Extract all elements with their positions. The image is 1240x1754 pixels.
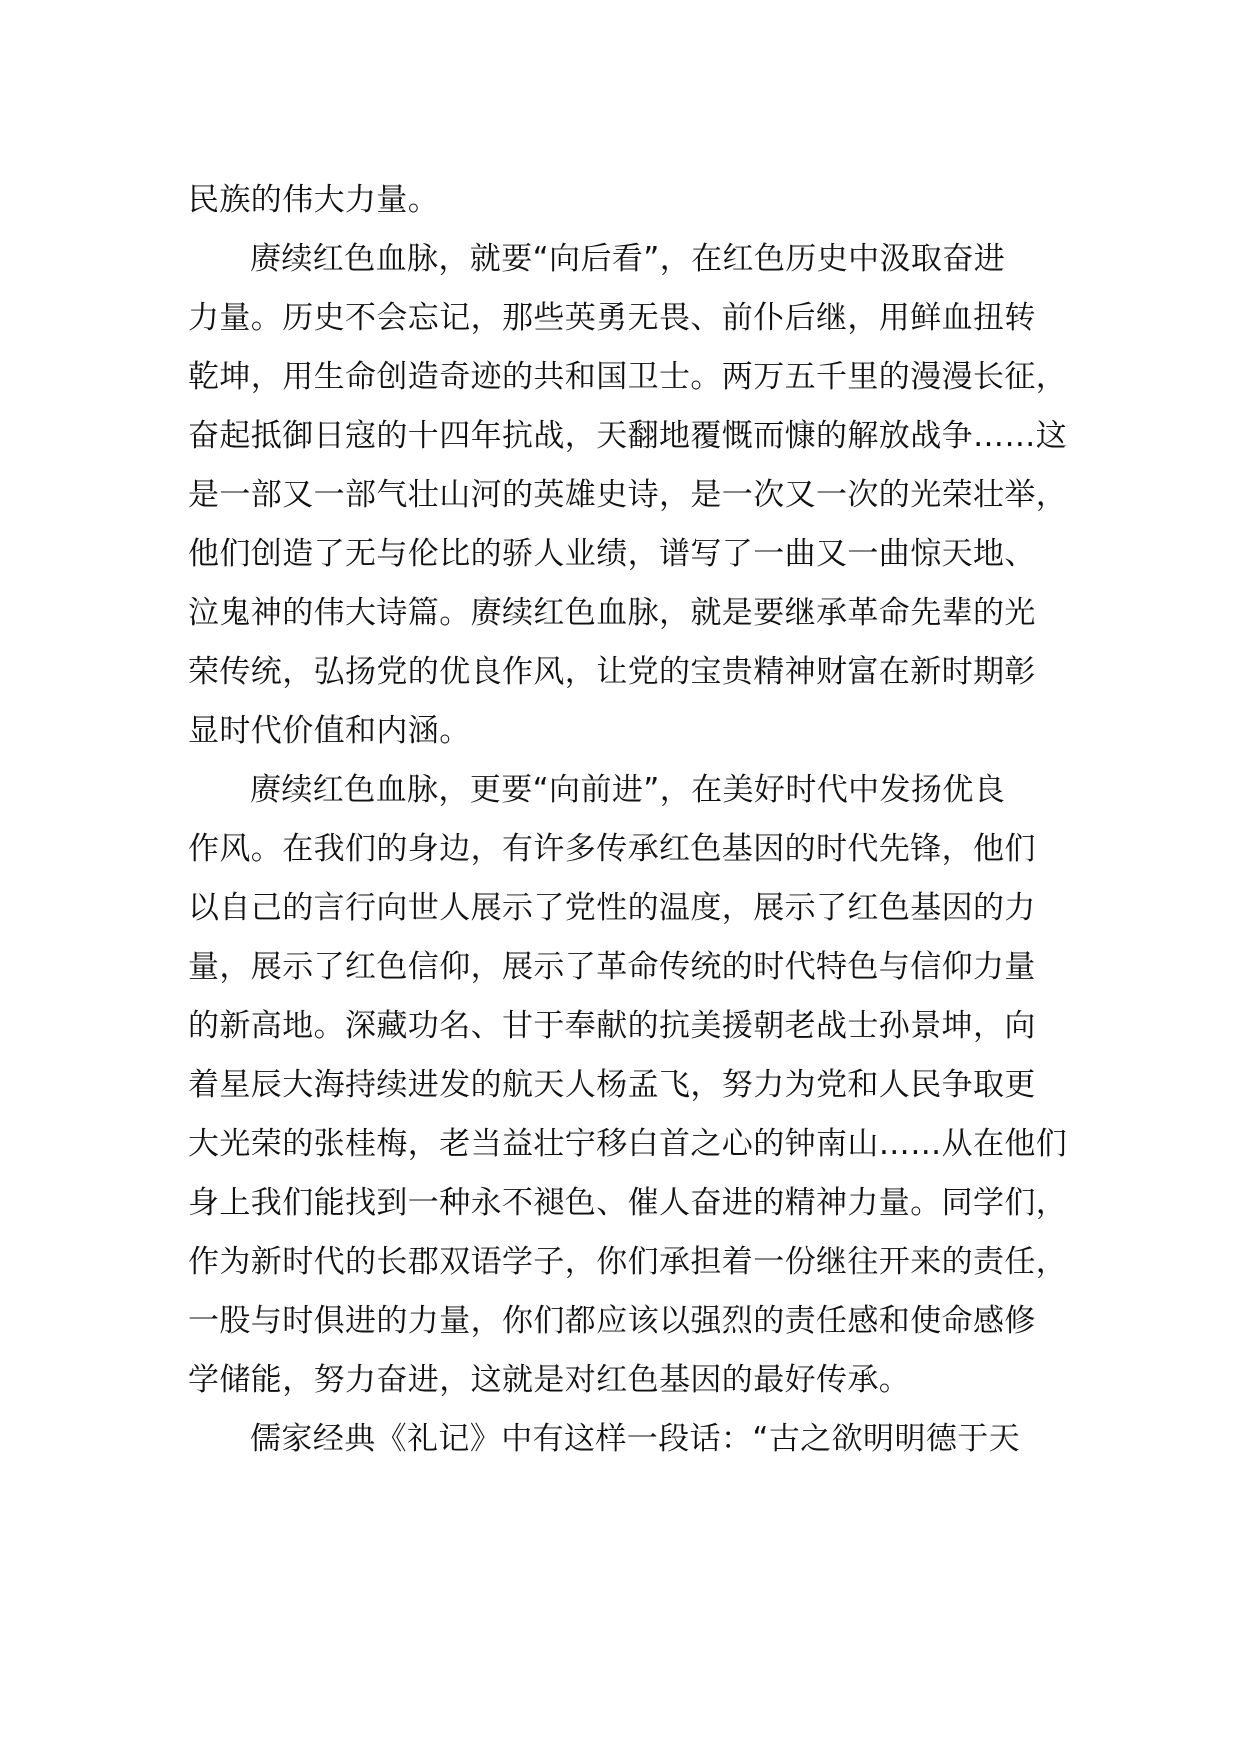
text-line: 乾坤，用生命创造奇迹的共和国卫士。两万五千里的漫漫长征， (188, 359, 1068, 395)
paragraph-first-line: 儒家经典《礼记》中有这样一段话：“古之欲明明德于天 (250, 1421, 1021, 1457)
text-line: 民族的伟大力量。 (188, 182, 440, 218)
text-line: 是一部又一部气壮山河的英雄史诗，是一次又一次的光荣壮举， (188, 477, 1068, 513)
text-line: 作风。在我们的身边，有许多传承红色基因的时代先锋，他们 (188, 831, 1036, 867)
paragraph-first-line: 赓续红色血脉，更要“向前进”，在美好时代中发扬优良 (250, 772, 1006, 808)
text-line: 身上我们能找到一种永不褪色、催人奋进的精神力量。同学们， (188, 1185, 1068, 1221)
text-line: 量，展示了红色信仰，展示了革命传统的时代特色与信仰力量 (188, 949, 1036, 985)
text-line: 他们创造了无与伦比的骄人业绩，谱写了一曲又一曲惊天地、 (188, 536, 1036, 572)
text-line: 显时代价值和内涵。 (188, 713, 471, 749)
text-line: 学储能，努力奋进，这就是对红色基因的最好传承。 (188, 1362, 911, 1398)
paragraph-first-line: 赓续红色血脉，就要“向后看”，在红色历史中汲取奋进 (250, 241, 1006, 277)
text-line: 大光荣的张桂梅，老当益壮宁移白首之心的钟南山……从在他们 (188, 1126, 1068, 1162)
text-line: 作为新时代的长郡双语学子，你们承担着一份继往开来的责任， (188, 1244, 1068, 1280)
text-line: 着星辰大海持续进发的航天人杨孟飞，努力为党和人民争取更 (188, 1067, 1036, 1103)
text-line: 荣传统，弘扬党的优良作风，让党的宝贵精神财富在新时期彰 (188, 654, 1036, 690)
text-line: 奋起抵御日寇的十四年抗战，天翻地覆慨而慷的解放战争……这 (188, 418, 1068, 454)
text-line: 以自己的言行向世人展示了党性的温度，展示了红色基因的力 (188, 890, 1036, 926)
text-line: 力量。历史不会忘记，那些英勇无畏、前仆后继，用鲜血扭转 (188, 300, 1036, 336)
text-line: 泣鬼神的伟大诗篇。赓续红色血脉，就是要继承革命先辈的光 (188, 595, 1036, 631)
text-line: 的新高地。深藏功名、甘于奉献的抗美援朝老战士孙景坤，向 (188, 1008, 1036, 1044)
text-line: 一股与时俱进的力量，你们都应该以强烈的责任感和使命感修 (188, 1303, 1036, 1339)
